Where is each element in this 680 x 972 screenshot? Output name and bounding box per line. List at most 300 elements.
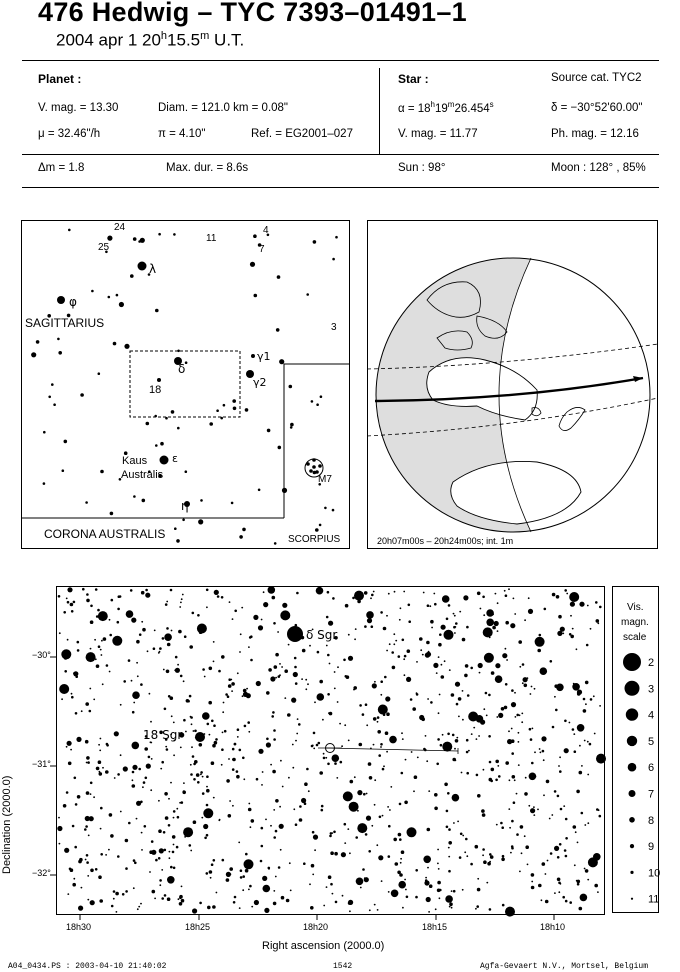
field-star <box>173 754 175 756</box>
field-star <box>171 715 173 717</box>
field-star <box>251 906 253 908</box>
field-star <box>380 680 383 683</box>
field-star <box>416 692 418 694</box>
field-star <box>211 761 215 765</box>
field-star <box>579 907 583 911</box>
field-star <box>95 588 98 591</box>
field-star <box>344 724 346 726</box>
star-label-gamma1: γ1 <box>257 350 271 363</box>
star-label-lambda: λ <box>149 262 157 276</box>
field-star <box>77 649 80 652</box>
field-star <box>495 760 499 764</box>
field-star <box>389 736 397 744</box>
field-star <box>428 911 430 913</box>
field-star <box>554 790 557 793</box>
field-star <box>190 764 192 766</box>
field-star <box>368 850 371 853</box>
field-star <box>68 742 71 745</box>
field-star <box>254 900 259 905</box>
field-star <box>587 741 589 743</box>
field-star <box>237 736 239 738</box>
field-star <box>240 869 243 872</box>
event-datetime: 2004 apr 1 20$^h$15.5$^m$ U.T. <box>56 30 245 50</box>
field-star <box>260 860 263 863</box>
finder-star <box>116 294 119 297</box>
field-star <box>165 746 167 748</box>
field-star <box>585 681 589 685</box>
field-star <box>436 763 439 766</box>
field-star <box>477 794 481 798</box>
field-star <box>206 589 209 592</box>
field-star <box>556 684 564 692</box>
field-star <box>268 668 272 672</box>
field-star <box>167 897 171 901</box>
field-star <box>317 693 325 701</box>
field-star <box>99 899 103 903</box>
field-star <box>599 815 602 818</box>
finder-star <box>242 528 246 532</box>
field-star <box>495 663 500 668</box>
finder-star <box>209 422 213 426</box>
finder-star <box>85 501 88 504</box>
field-star <box>139 633 142 636</box>
field-star <box>251 819 255 823</box>
field-star <box>193 778 196 781</box>
scale-dot-mag-10 <box>630 871 633 874</box>
field-star <box>90 620 94 624</box>
field-star <box>423 592 425 594</box>
field-star <box>175 656 178 659</box>
field-star <box>577 842 579 844</box>
field-star <box>434 793 438 797</box>
field-star <box>464 674 468 678</box>
field-star <box>146 764 151 769</box>
xtick-label-1815: 18h15 <box>422 922 448 932</box>
field-star <box>222 859 225 862</box>
planet-ref: Ref. = EG2001–027 <box>251 128 353 140</box>
field-star <box>491 768 495 772</box>
field-star <box>402 639 405 642</box>
finder-star <box>335 236 338 239</box>
finder-star <box>306 293 309 296</box>
field-star <box>200 774 202 776</box>
field-star <box>170 866 173 869</box>
field-star <box>169 857 171 859</box>
field-star <box>148 756 151 759</box>
field-star <box>596 619 600 623</box>
star-label-delta: δ <box>178 362 186 376</box>
field-star <box>360 887 362 889</box>
finder-star <box>171 410 175 414</box>
field-star <box>476 738 478 740</box>
field-star <box>560 808 563 811</box>
field-star <box>437 881 441 885</box>
field-star <box>370 597 372 599</box>
field-star <box>404 801 408 805</box>
field-star <box>310 906 314 910</box>
field-star <box>76 737 81 742</box>
field-star <box>284 669 288 673</box>
field-star <box>466 855 468 857</box>
scale-dot-mag-2 <box>623 653 641 671</box>
field-star <box>270 676 275 681</box>
field-star <box>475 908 477 910</box>
finder-star <box>53 403 56 406</box>
field-star <box>244 725 247 728</box>
field-star <box>331 832 333 834</box>
field-star <box>476 905 479 908</box>
field-star <box>451 693 455 697</box>
field-star <box>444 783 448 787</box>
field-star <box>508 588 510 590</box>
field-star <box>573 683 575 685</box>
field-star <box>179 902 183 906</box>
field-star <box>354 591 364 601</box>
finder-star <box>182 519 185 522</box>
field-star <box>197 624 207 634</box>
field-star <box>436 672 438 674</box>
field-star <box>487 624 489 626</box>
field-star <box>131 680 133 682</box>
field-star <box>452 734 455 737</box>
footer-publisher: Agfa-Gevaert N.V., Mortsel, Belgium <box>480 962 649 971</box>
field-star <box>473 727 475 729</box>
field-star <box>448 828 451 831</box>
field-star <box>590 628 592 630</box>
field-star <box>177 816 180 819</box>
field-star <box>201 817 203 819</box>
field-star <box>192 755 195 758</box>
finder-star <box>119 302 124 307</box>
field-star <box>275 677 277 679</box>
finder-star <box>57 296 65 304</box>
finder-star <box>200 499 203 502</box>
field-star <box>250 826 252 828</box>
field-star <box>350 780 354 784</box>
field-star <box>230 873 232 875</box>
field-star <box>109 619 111 621</box>
field-star <box>430 620 434 624</box>
field-star <box>528 609 533 614</box>
field-star <box>402 738 404 740</box>
field-star <box>483 769 485 771</box>
field-star <box>543 794 545 796</box>
field-star <box>85 825 88 828</box>
finder-star <box>130 274 134 278</box>
field-star <box>557 631 562 636</box>
field-star <box>401 772 404 775</box>
finder-star <box>62 469 65 472</box>
field-star <box>163 669 165 671</box>
field-star <box>133 859 136 862</box>
field-star <box>278 866 281 869</box>
field-star <box>590 698 593 701</box>
field-star <box>302 649 306 653</box>
field-star <box>102 767 104 769</box>
field-star <box>379 816 382 819</box>
field-star <box>194 730 197 733</box>
field-star <box>99 750 101 752</box>
field-star <box>438 656 440 658</box>
field-star <box>58 817 60 819</box>
field-star <box>546 780 550 784</box>
field-star <box>449 902 453 906</box>
field-star <box>511 820 514 823</box>
field-star <box>304 782 308 786</box>
field-star <box>437 863 439 865</box>
planet-vmag: V. mag. = 13.30 <box>38 102 119 114</box>
field-star <box>191 746 193 748</box>
field-star <box>239 907 241 909</box>
field-star <box>539 748 541 750</box>
field-star <box>511 739 515 743</box>
field-star <box>234 896 237 899</box>
field-star <box>344 842 346 844</box>
field-star <box>278 675 281 678</box>
field-star <box>581 765 583 767</box>
field-star <box>63 611 66 614</box>
star-label-24: 24 <box>114 222 126 233</box>
finder-star <box>155 309 159 313</box>
field-star <box>295 740 297 742</box>
field-star <box>84 828 87 831</box>
field-star <box>344 823 347 826</box>
field-star <box>383 627 387 631</box>
field-star <box>522 663 525 666</box>
field-star <box>243 778 245 780</box>
scale-label-mag-11: 11 <box>648 893 660 906</box>
field-star <box>123 680 126 683</box>
field-star <box>505 621 509 625</box>
field-star <box>378 705 388 715</box>
field-star <box>585 869 589 873</box>
field-star <box>98 744 100 746</box>
field-star <box>599 606 602 609</box>
finder-star <box>313 240 317 244</box>
field-star <box>385 731 389 735</box>
field-star <box>495 779 498 782</box>
field-star <box>378 855 383 860</box>
field-star <box>303 862 306 865</box>
field-star <box>398 833 402 837</box>
field-star <box>524 792 528 796</box>
field-star <box>514 779 516 781</box>
field-star <box>363 793 366 796</box>
field-star <box>248 731 250 733</box>
finder-star <box>267 429 271 433</box>
finder-star <box>253 234 257 238</box>
field-star <box>154 898 156 900</box>
field-star <box>484 653 494 663</box>
field-star <box>462 889 464 891</box>
scale-label-mag-9: 9 <box>648 841 655 854</box>
scale-label-mag-4: 4 <box>648 709 655 722</box>
finder-star <box>31 352 36 357</box>
field-star <box>405 759 407 761</box>
finder-star <box>316 403 319 406</box>
field-star <box>425 877 427 879</box>
field-star <box>488 694 491 697</box>
field-star <box>386 615 388 617</box>
field-star <box>183 680 185 682</box>
field-star <box>296 592 299 595</box>
field-star <box>442 595 450 603</box>
field-star <box>449 669 451 671</box>
field-star <box>388 593 390 595</box>
field-star <box>383 765 385 767</box>
field-star <box>565 818 568 821</box>
field-star <box>487 862 491 866</box>
field-star <box>393 643 395 645</box>
field-star <box>96 664 100 668</box>
field-star <box>89 710 92 713</box>
field-star <box>229 867 233 871</box>
field-star <box>577 883 580 886</box>
field-star <box>172 851 175 854</box>
finder-star <box>278 446 282 450</box>
field-star <box>94 639 96 641</box>
field-star <box>451 907 453 909</box>
field-star <box>141 621 143 623</box>
scale-dot-mag-6 <box>628 763 637 772</box>
field-star <box>234 610 237 613</box>
field-star <box>151 840 154 843</box>
field-star <box>192 612 195 615</box>
field-star <box>316 587 324 595</box>
finder-star <box>110 512 114 516</box>
field-star <box>594 884 598 888</box>
finder-star <box>36 340 40 344</box>
field-star <box>203 824 208 829</box>
field-star <box>471 733 473 735</box>
field-star <box>524 684 528 688</box>
field-star <box>447 792 450 795</box>
field-star <box>209 870 213 874</box>
finder-star <box>320 395 323 398</box>
field-star <box>586 644 589 647</box>
field-star <box>172 835 176 839</box>
field-star <box>266 691 270 695</box>
field-star <box>248 646 250 648</box>
scale-label-mag-8: 8 <box>648 814 655 827</box>
field-star <box>270 764 272 766</box>
field-star <box>109 634 112 637</box>
finder-star <box>124 344 129 349</box>
field-star <box>580 894 588 902</box>
field-star <box>504 590 506 592</box>
field-star <box>513 801 516 804</box>
field-star <box>185 731 187 733</box>
star-heading: Star : <box>398 72 429 86</box>
field-star <box>233 901 236 904</box>
field-star <box>452 794 460 802</box>
field-star <box>59 684 69 694</box>
field-star <box>458 697 462 701</box>
field-star <box>482 854 484 856</box>
field-star <box>569 901 572 904</box>
field-star <box>89 688 91 690</box>
field-star <box>478 663 483 668</box>
field-star <box>217 595 220 598</box>
field-star <box>528 597 530 599</box>
field-star <box>596 754 606 764</box>
field-star <box>511 689 514 692</box>
star-phmag: Ph. mag. = 12.16 <box>551 128 639 140</box>
field-star <box>288 777 290 779</box>
field-star <box>378 754 381 757</box>
field-star <box>165 603 168 606</box>
header-bottom-rule <box>22 187 659 188</box>
field-star <box>570 615 572 617</box>
field-star <box>117 773 120 776</box>
field-star <box>569 592 579 602</box>
field-star <box>534 688 536 690</box>
field-star <box>98 645 101 648</box>
field-star <box>180 675 183 678</box>
field-star <box>550 852 553 855</box>
field-star <box>427 828 431 832</box>
field-star <box>520 825 524 829</box>
field-star <box>225 693 228 696</box>
field-star <box>181 886 183 888</box>
field-star <box>228 684 232 688</box>
field-star <box>71 610 74 613</box>
field-star <box>486 715 488 717</box>
field-star <box>399 838 402 841</box>
field-star <box>525 845 529 849</box>
field-star <box>66 598 68 600</box>
field-star <box>63 804 67 808</box>
field-star <box>542 750 545 753</box>
field-star <box>362 868 365 871</box>
field-star <box>266 738 269 741</box>
field-star <box>419 637 423 641</box>
finder-star <box>245 408 249 412</box>
field-star <box>486 882 488 884</box>
field-star <box>289 862 291 864</box>
field-star <box>425 653 430 658</box>
field-star <box>240 633 242 635</box>
field-star <box>292 744 294 746</box>
field-star <box>133 702 135 704</box>
page-title: 476 Hedwig – TYC 7393–01491–1 <box>38 0 467 27</box>
field-star <box>93 699 95 701</box>
field-star <box>502 855 505 858</box>
field-star <box>175 668 180 673</box>
field-star <box>372 683 377 688</box>
field-star <box>437 849 439 851</box>
field-star <box>167 876 175 884</box>
field-star <box>374 904 376 906</box>
field-star <box>186 699 190 703</box>
field-star <box>248 808 252 812</box>
finder-star <box>80 393 84 397</box>
field-star <box>394 591 396 593</box>
field-star <box>158 800 160 802</box>
field-star <box>294 657 297 660</box>
scale-dot-mag-8 <box>629 817 635 823</box>
field-star <box>326 886 328 888</box>
earth-globe-panel <box>367 220 659 550</box>
field-star <box>448 847 450 849</box>
y-axis-title: Declination (2000.0) <box>1 775 13 874</box>
field-star <box>125 890 128 893</box>
field-star <box>410 698 413 701</box>
field-star <box>319 680 323 684</box>
field-star <box>87 899 89 901</box>
field-star <box>196 773 200 777</box>
field-star <box>453 626 456 629</box>
